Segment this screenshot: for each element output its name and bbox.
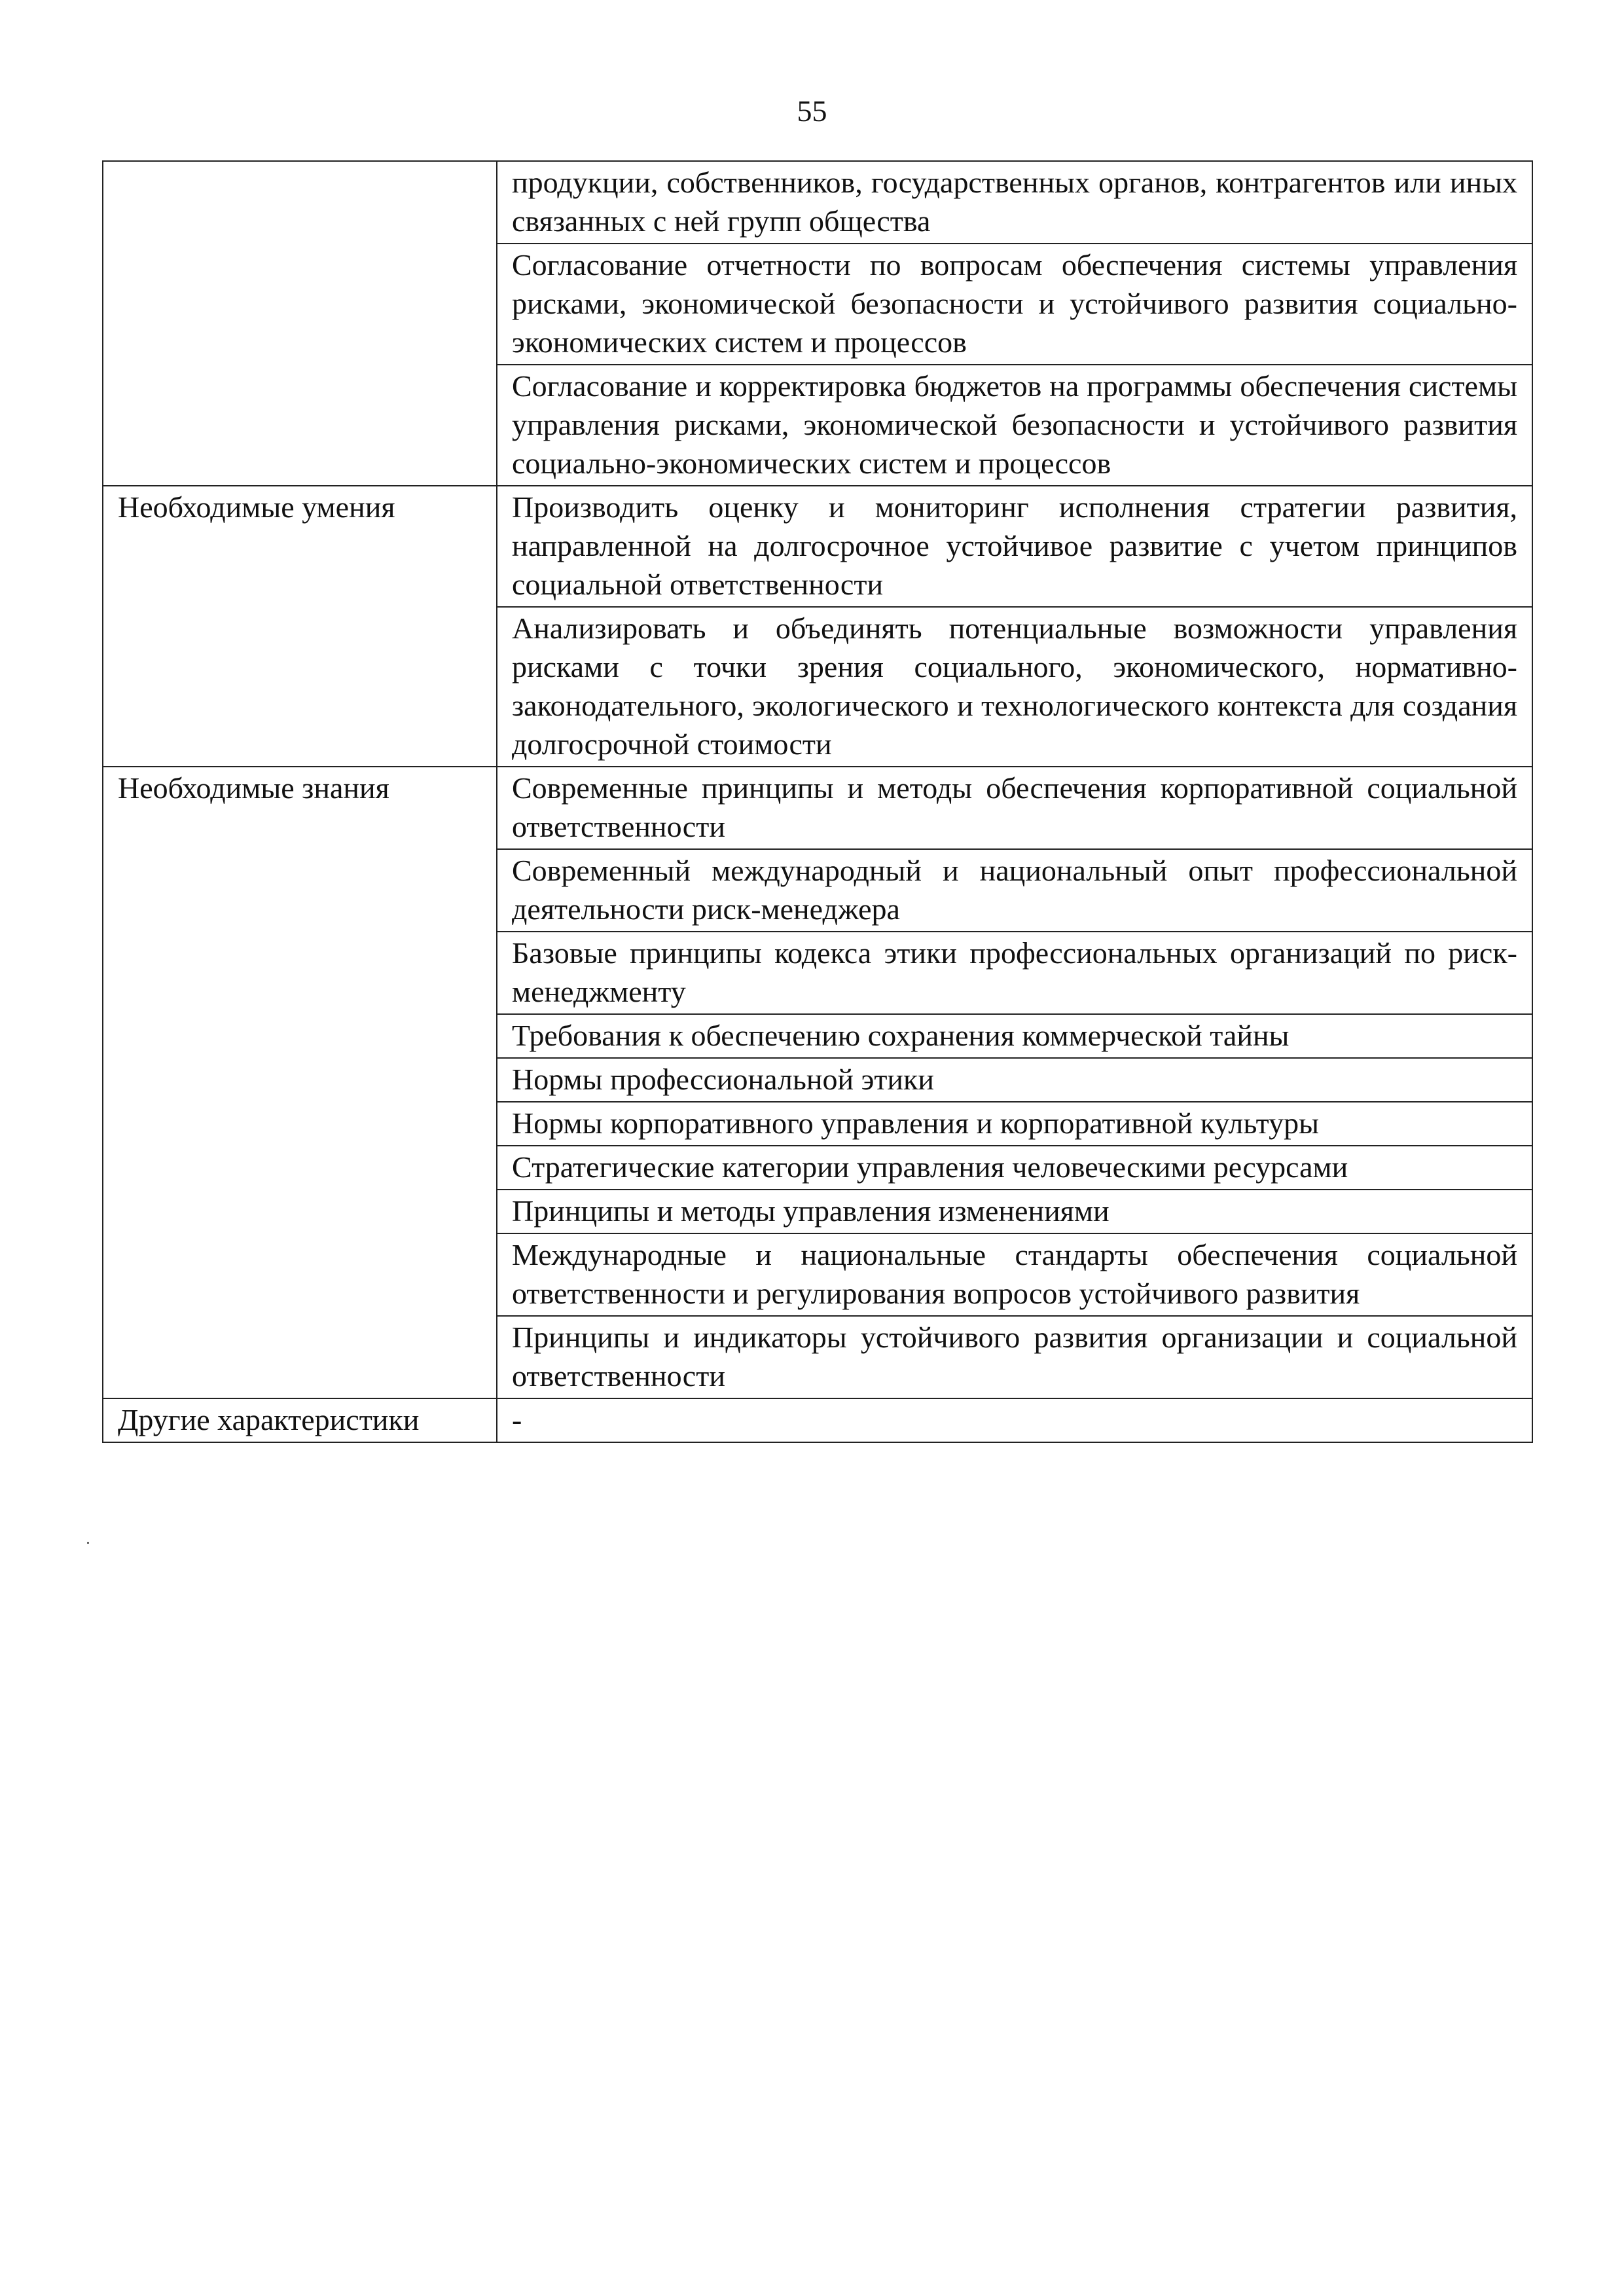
required-knowledge-label: Необходимые знания	[103, 767, 497, 1398]
row-value-cell: Стратегические категории управления человеческими ресурсами	[497, 1146, 1532, 1190]
row-value-cell: Принципы и индикаторы устойчивого развития организации и социальной ответственности	[497, 1316, 1532, 1398]
table-row	[103, 1398, 1532, 1442]
row-value-cell: Современный международный и национальный опыт профессиональной деятельности риск-менеджера	[497, 849, 1532, 932]
row-value-cell: Нормы профессиональной этики	[497, 1058, 1532, 1102]
page-number: 55	[797, 94, 827, 128]
row-value-cell: Согласование отчетности по вопросам обеспечения системы управления рисками, экономической безопасности и устойчивого развития социально-экономических систем и процессов	[497, 244, 1532, 365]
row-value-cell: Принципы и методы управления изменениями	[497, 1190, 1532, 1233]
row-value-cell: Базовые принципы кодекса этики профессиональных организаций по риск-менеджменту	[497, 932, 1532, 1014]
row-value-cell: -	[497, 1398, 1532, 1442]
table-row	[103, 161, 1532, 244]
row-value-cell: Современные принципы и методы обеспечения корпоративной социальной ответственности	[497, 767, 1532, 849]
characteristics-table	[102, 160, 1533, 1443]
row-value-cell: Международные и национальные стандарты обеспечения социальной ответственности и регулирования вопросов устойчивого развития	[497, 1233, 1532, 1316]
row-value-cell: Нормы корпоративного управления и корпоративной культуры	[497, 1102, 1532, 1146]
required-skills-label: Необходимые умения	[103, 486, 497, 767]
row-label-cell	[103, 161, 497, 486]
table-row	[103, 767, 1532, 849]
row-value-cell: Анализировать и объединять потенциальные возможности управления рисками с точки зрения социального, экономического, нормативно-законодательного, экологического и технологического контекста для создания долгосрочной стоимости	[497, 607, 1532, 767]
row-value-cell: продукции, собственников, государственных органов, контрагентов или иных связанных с ней групп общества	[497, 161, 1532, 244]
table-row	[103, 486, 1532, 607]
row-value-cell: Согласование и корректировка бюджетов на программы обеспечения системы управления рисками, экономической безопасности и устойчивого развития социально-экономических систем и процессов	[497, 365, 1532, 486]
row-value-cell: Производить оценку и мониторинг исполнения стратегии развития, направленной на долгосрочное устойчивое развитие с учетом принципов социальной ответственности	[497, 486, 1532, 607]
other-characteristics-label: Другие характеристики	[103, 1398, 497, 1442]
row-value-cell: Требования к обеспечению сохранения коммерческой тайны	[497, 1014, 1532, 1058]
scan-speck	[87, 1542, 89, 1544]
